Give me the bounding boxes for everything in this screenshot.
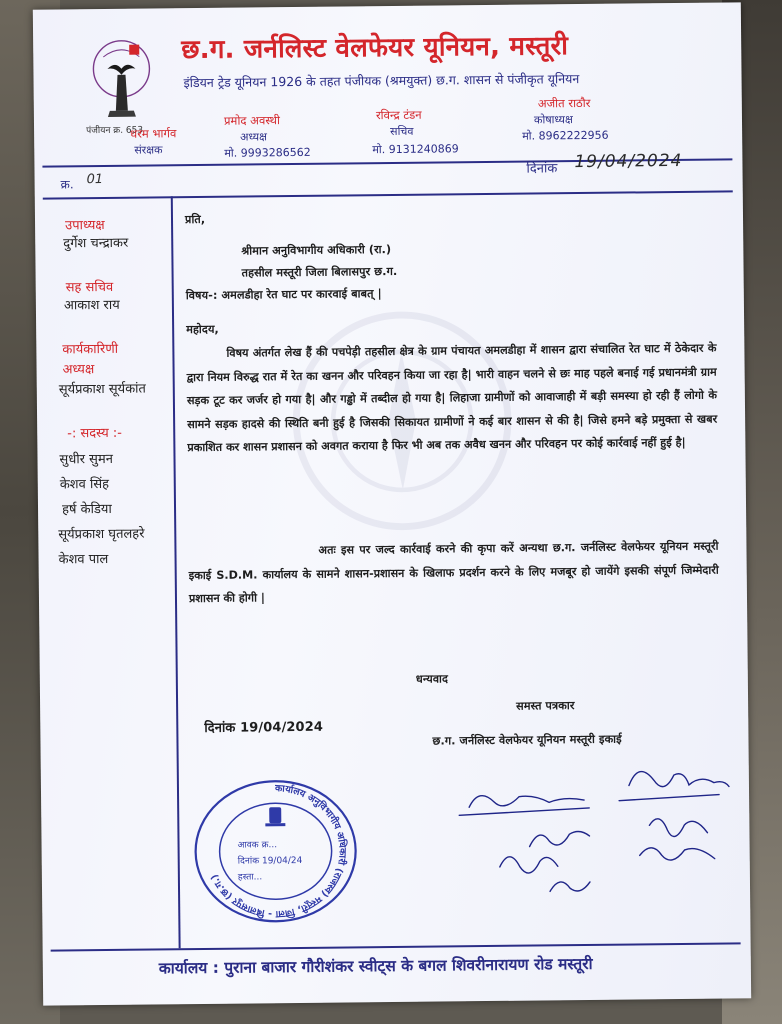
- office-stamp: [189, 776, 363, 928]
- official-role: सचिव: [390, 124, 414, 138]
- sidebar-heading: अध्यक्ष: [62, 362, 95, 378]
- sidebar-value: सूर्यप्रकाश सूर्यकांत: [58, 381, 147, 398]
- union-subtitle: इंडियन ट्रेड यूनियन 1926 के तहत पंजीयक (श्रमयुक्त) छ.ग. शासन से पंजीकृत यूनियन: [183, 71, 580, 91]
- sidebar-heading: सह सचिव: [65, 279, 114, 296]
- letter-subject: विषय-: अमलडीहा रेत घाट पर कारवाई बाबत् |: [185, 287, 382, 303]
- date-label: दिनांक: [526, 161, 558, 177]
- official-phone: मो. 8962222956: [522, 128, 609, 143]
- reference-label: क्र.: [60, 177, 74, 192]
- official-name: रविन्द्र टंडन: [375, 107, 422, 123]
- official-role: संरक्षक: [134, 143, 163, 157]
- member-name: हर्ष केडिया: [61, 501, 112, 518]
- sidebar-value: आकाश राय: [63, 297, 120, 314]
- official-name: प्रमोद अवस्थी: [223, 113, 280, 128]
- union-title: छ.ग. जर्नलिस्ट वेलफेयर यूनियन, मस्तूरी: [181, 31, 569, 66]
- date-handwritten: 19/04/2024: [574, 150, 683, 173]
- stamp-line: दिनांक 19/04/24: [237, 855, 303, 867]
- official-name: अजीत राठौर: [537, 95, 591, 111]
- divider-rule: [43, 190, 733, 199]
- sidebar-heading: कार्यकारिणी: [62, 341, 119, 358]
- sidebar-rule: [171, 196, 180, 948]
- letter-to: प्रति,: [184, 212, 206, 227]
- office-address: कार्यालय : पुराना बाजार गौरीशंकर स्वीट्स के बगल शिवरीनारायण रोड मस्तूरी: [158, 954, 593, 978]
- member-name: सूर्यप्रकाश घृतलहरे: [58, 526, 145, 543]
- sidebar-value: दुर्गेश चन्द्राकर: [63, 235, 129, 252]
- letter-thanks: धन्यवाद: [415, 672, 449, 686]
- official-role: अध्यक्ष: [240, 130, 268, 144]
- sender-line: छ.ग. जर्नलिस्ट वेलफेयर यूनियन मस्तूरी इकाई: [432, 732, 622, 748]
- stamp-line: हस्ता...: [237, 872, 263, 883]
- official-phone: मो. 9131240869: [372, 142, 459, 157]
- member-name: सुधीर सुमन: [59, 451, 113, 468]
- members-heading: -: सदस्य :-: [67, 425, 123, 442]
- official-name: धरम भार्गव: [130, 126, 177, 141]
- official-role: कोषाध्यक्ष: [533, 113, 573, 127]
- member-name: केशव सिंह: [59, 476, 110, 493]
- letter-salutation: महोदय,: [186, 322, 219, 337]
- stamp-ring-text: कार्यालय अनुविभागीय अधिकारी (राजस्व) मस्तूरी, जिला - बिलासपुर (छ.ग.): [208, 783, 348, 920]
- member-name: केशव पाल: [58, 551, 109, 568]
- footer-rule: [51, 942, 741, 951]
- sender-line: समस्त पत्रकार: [516, 699, 575, 713]
- official-phone: मो. 9993286562: [224, 145, 311, 160]
- addressee-line: तहसील मस्तूरी जिला बिलासपुर छ.ग.: [241, 264, 398, 280]
- letter-paper: [33, 2, 751, 1005]
- union-logo: [89, 38, 154, 123]
- signatures: [439, 754, 741, 907]
- stamp-line: आवक क्र...: [237, 840, 278, 851]
- letter-date: दिनांक 19/04/2024: [204, 719, 324, 736]
- sidebar-heading: उपाध्यक्ष: [64, 217, 105, 234]
- registration-number: पंजीयन क्र. 653: [86, 125, 144, 137]
- letter-paragraph: अतः इस पर जल्द कार्रवाई करने की कृपा करें अन्यथा छ.ग. जर्नलिस्ट वेलफेयर यूनियन मस्तूरी इकाई S.D.M. कार्यालय के सामने शासन-प्रशासन के खिलाफ प्रदर्शन करने के लिए मजबूर हो जायेंगे इसकी संपूर्ण जिम्मेदारी प्रशासन की होगी |: [188, 539, 719, 606]
- addressee-line: श्रीमान अनुविभागीय अधिकारी (रा.): [241, 242, 392, 258]
- reference-number: 01: [86, 172, 104, 188]
- letter-paragraph: विषय अंतर्गत लेख हैं की पचपेड़ी तहसील क्षेत्र के ग्राम पंचायत अमलडीहा में शासन द्वारा संचालित रेत घाट में ठेकेदार के द्वारा नियम विरुद्ध रात में रेत का खनन और परिवहन किया जा रहा है| भारी वाहन चलने से छः माह पहले बनाई गई प्रधानमंत्री ग्राम सड़क टूट कर जर्जर हो गया है| और गड्ढो में तब्दील हो गया है| लिहाजा ग्रामीणों को आवाजाही में बड़ी समस्या हो रही हैं लोगो के सामने सड़क हादसे की स्थिति बनी हुई है जिसकी सिकायत ग्रामीणों ने कई बार शासन से की है| जिसे हमने बड़े प्रमुक्ता से खबर प्रकाशित कर शासन प्रशासन को अवगत कराया है फिर भी अब तक अवैध खनन और परिवहन पर कोई कार्रवाई नहीं हुई है|: [186, 341, 718, 455]
